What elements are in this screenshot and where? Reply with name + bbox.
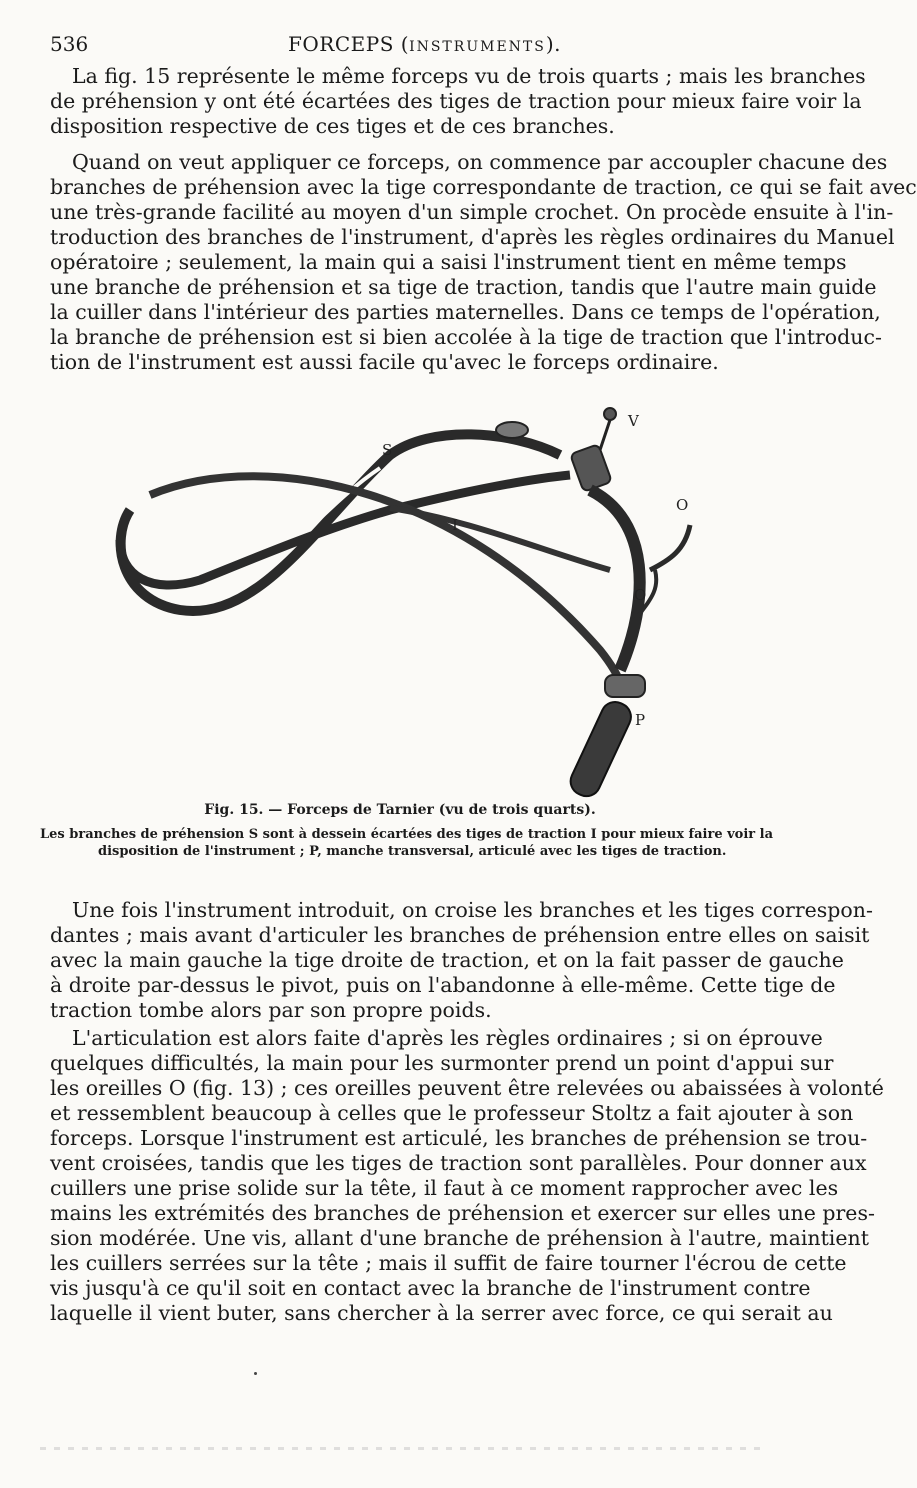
running-title-end: ). — [545, 32, 562, 56]
running-title-small: INSTRUMENTS — [409, 39, 546, 55]
text-line: avec la main gauche la tige droite de traction, et on la fait passer de gauche — [50, 948, 844, 972]
transverse-handle — [566, 697, 635, 800]
screw-head — [604, 408, 616, 420]
text-line: vis jusqu'à ce qu'il soit en contact avec la branche de l'instrument contre — [50, 1276, 811, 1300]
text-line: traction tombe alors par son propre poids. — [50, 998, 492, 1022]
text-line: cuillers une prise solide sur la tête, il faut à ce moment rapprocher avec les — [50, 1176, 839, 1200]
page-number: 536 — [50, 32, 89, 56]
text-line: Quand on veut appliquer ce forceps, on commence par accoupler chacune des — [72, 150, 888, 174]
caption-line: disposition de l'instrument ; P, manche transversal, articulé avec les tiges de traction. — [98, 844, 727, 859]
paragraph-1 — [50, 64, 866, 139]
text-line: Une fois l'instrument introduit, on croise les branches et les tiges correspon- — [72, 898, 873, 922]
paragraph-2 — [50, 150, 917, 375]
text-line: vent croisées, tandis que les tiges de traction sont parallèles. Pour donner aux — [50, 1151, 867, 1175]
figure-caption-title: Fig. 15. — Forceps de Tarnier (vu de trois quarts). — [204, 802, 596, 818]
text-line: quelques difficultés, la main pour les surmonter prend un point d'appui sur — [50, 1051, 834, 1075]
paragraph-3 — [50, 898, 873, 1023]
text-line: une très-grande facilité au moyen d'un simple crochet. On procède ensuite à l'in- — [50, 200, 894, 224]
label-v: V — [628, 412, 639, 430]
bleed-through-line — [40, 1447, 760, 1450]
label-i: I — [452, 516, 458, 534]
transverse-handle-collar — [605, 675, 645, 697]
text-line: opératoire ; seulement, la main qui a saisi l'instrument tient en même temps — [50, 250, 847, 274]
text-line: La fig. 15 représente le même forceps vu de trois quarts ; mais les branches — [72, 64, 866, 88]
paragraph-4 — [50, 1026, 884, 1326]
text-line: de préhension y ont été écartées des tiges de traction pour mieux faire voir la — [50, 89, 862, 113]
text-line: dantes ; mais avant d'articuler les branches de préhension entre elles on saisit — [50, 923, 870, 947]
text-line: troduction des branches de l'instrument, d'après les règles ordinaires du Manuel — [50, 225, 895, 249]
forceps-drawing — [90, 400, 710, 800]
running-header — [50, 30, 760, 60]
forceps-illustration — [90, 400, 710, 800]
pivot-nut — [496, 422, 528, 438]
label-s: S — [382, 441, 393, 459]
text-line: disposition respective de ces tiges et de ces branches. — [50, 114, 615, 138]
text-line: L'articulation est alors faite d'après les règles ordinaires ; si on éprouve — [72, 1026, 823, 1050]
text-line: les cuillers serrées sur la tête ; mais il suffit de faire tourner l'écrou de cette — [50, 1251, 847, 1275]
text-line: et ressemblent beaucoup à celles que le professeur Stoltz a fait ajouter à son — [50, 1101, 854, 1125]
text-line: mains les extrémités des branches de préhension et exercer sur elles une pres- — [50, 1201, 875, 1225]
figure-caption-body — [40, 826, 774, 860]
caption-line: Les branches de préhension S sont à dessein écartées des tiges de traction I pour mieux faire voir la — [40, 827, 774, 842]
label-o-lower: O — [634, 586, 647, 604]
label-o-upper: O — [676, 496, 689, 514]
running-title — [288, 32, 561, 56]
text-line: les oreilles O (fig. 13) ; ces oreilles peuvent être relevées ou abaissées à volonté — [50, 1076, 884, 1100]
label-p: P — [635, 711, 646, 729]
text-line: la branche de préhension est si bien accolée à la tige de traction que l'introduc- — [50, 325, 882, 349]
ink-speck — [254, 1372, 257, 1375]
text-line: la cuiller dans l'intérieur des parties maternelles. Dans ce temps de l'opération, — [50, 300, 881, 324]
text-line: laquelle il vient buter, sans chercher à la serrer avec force, ce qui serait au — [50, 1301, 833, 1325]
text-line: forceps. Lorsque l'instrument est articulé, les branches de préhension se trou- — [50, 1126, 868, 1150]
text-line: tion de l'instrument est aussi facile qu'avec le forceps ordinaire. — [50, 350, 719, 374]
text-line: à droite par-dessus le pivot, puis on l'abandonne à elle-même. Cette tige de — [50, 973, 836, 997]
text-line: branches de préhension avec la tige correspondante de traction, ce qui se fait avec — [50, 175, 917, 199]
running-title-main: FORCEPS ( — [288, 32, 410, 56]
text-line: une branche de préhension et sa tige de traction, tandis que l'autre main guide — [50, 275, 877, 299]
text-line: sion modérée. Une vis, allant d'une branche de préhension à l'autre, maintient — [50, 1226, 869, 1250]
screw-block — [570, 444, 612, 492]
ear-upper — [650, 525, 690, 570]
